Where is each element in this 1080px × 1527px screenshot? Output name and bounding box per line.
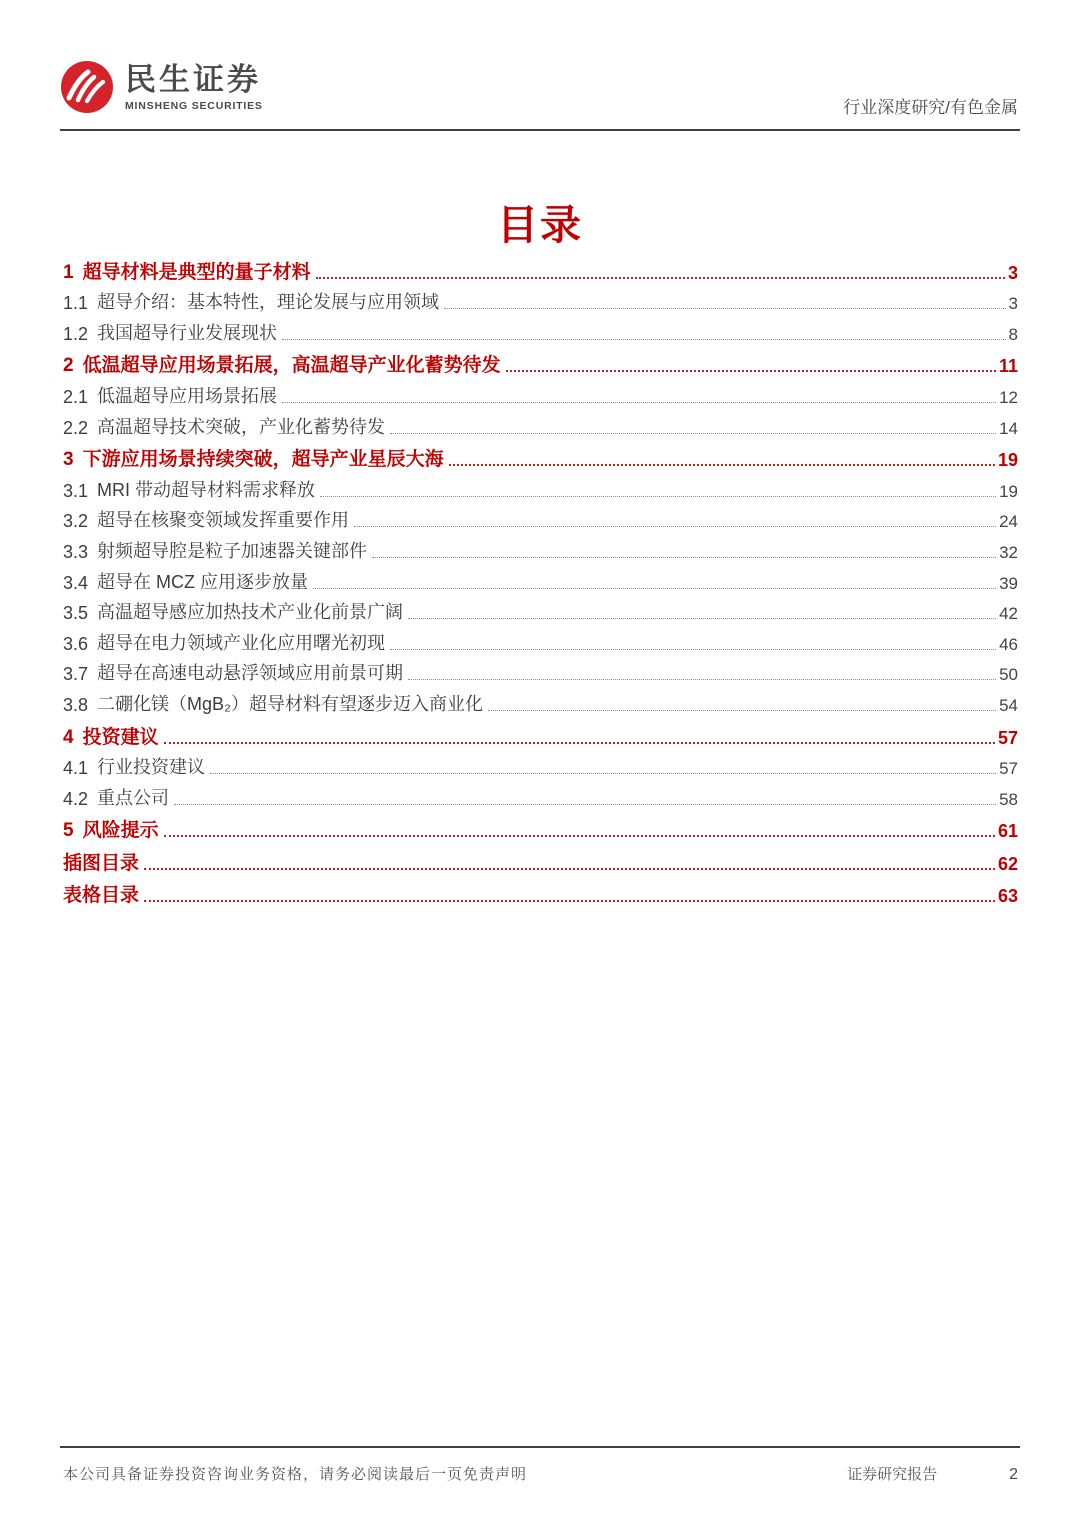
toc-dot-leader	[506, 370, 996, 372]
toc-dot-leader	[164, 742, 995, 744]
toc-entry[interactable]	[63, 411, 1018, 442]
toc-entry-title: MRI 带动超导材料需求释放	[97, 479, 316, 500]
toc-entry-number: 2	[63, 355, 74, 377]
footer-divider	[60, 1446, 1020, 1448]
toc-entry[interactable]	[63, 566, 1018, 597]
toc-entry[interactable]	[63, 444, 1018, 475]
toc-entry[interactable]	[63, 287, 1018, 318]
toc-entry-title: 高温超导感应加热技术产业化前景广阔	[97, 602, 404, 623]
toc-dot-leader	[282, 339, 1006, 340]
toc-entry-number: 2.1	[63, 386, 89, 407]
toc-entry-number: 3.2	[63, 511, 89, 532]
toc-entry[interactable]	[63, 752, 1018, 783]
toc-dot-leader	[488, 710, 996, 711]
toc-page-number: 50	[999, 665, 1018, 685]
toc-entry-title: 插图目录	[63, 852, 140, 874]
toc-page-number: 58	[999, 789, 1018, 809]
page-title: 目录	[497, 202, 583, 248]
toc-entry[interactable]	[63, 880, 1018, 911]
toc-entry-title: 表格目录	[63, 885, 140, 907]
toc-page-number: 63	[997, 886, 1018, 907]
toc-page-number: 46	[999, 634, 1018, 654]
toc-entry-title: 高温超导技术突破，产业化蓄势待发	[97, 416, 386, 437]
toc-page-number: 57	[997, 727, 1018, 748]
toc-page-number: 62	[997, 853, 1018, 874]
toc-entry[interactable]	[63, 847, 1018, 878]
toc-entry-number: 4	[63, 726, 74, 748]
toc-dot-leader	[444, 308, 1006, 309]
toc-list	[63, 256, 1018, 910]
toc-entry[interactable]	[63, 380, 1018, 411]
toc-page-number: 8	[1008, 324, 1018, 344]
toc-entry-number: 4.1	[63, 758, 89, 779]
toc-entry-title: 二硼化镁（MgB₂）超导材料有望逐步迈入商业化	[97, 693, 484, 714]
brand-name-en: MINSHENG SECURITIES	[125, 100, 263, 113]
toc-entry-number: 4.2	[63, 788, 89, 809]
toc-entry[interactable]	[63, 474, 1018, 505]
toc-entry-title: 低温超导应用场景拓展，高温超导产业化蓄势待发	[82, 355, 501, 377]
toc-page-number: 61	[997, 821, 1018, 842]
toc-page-number: 11	[998, 356, 1018, 377]
toc-page-number: 12	[999, 387, 1018, 407]
toc-page-number: 54	[999, 695, 1018, 715]
toc-entry[interactable]	[63, 350, 1018, 381]
toc-dot-leader	[354, 526, 996, 527]
toc-entry-number: 5	[63, 820, 74, 842]
report-category-label: 行业深度研究/有色金属	[843, 98, 1018, 117]
footer-report-type: 证券研究报告	[847, 1466, 938, 1483]
toc-entry-title: 超导在电力领域产业化应用曙光初现	[97, 632, 386, 653]
toc-entry-title: 超导材料是典型的量子材料	[82, 261, 311, 283]
toc-page-number: 32	[999, 542, 1018, 562]
toc-entry-title: 下游应用场景持续突破，超导产业星辰大海	[82, 449, 444, 471]
toc-entry[interactable]	[63, 658, 1018, 689]
toc-dot-leader	[390, 433, 996, 434]
toc-entry-number: 3.5	[63, 603, 89, 624]
toc-page-number: 3	[1007, 262, 1018, 283]
toc-entry-title: 风险提示	[82, 820, 159, 842]
toc-entry-title: 超导介绍：基本特性，理论发展与应用领域	[97, 292, 440, 313]
toc-dot-leader	[282, 402, 996, 403]
toc-entry-number: 3.6	[63, 633, 89, 654]
toc-entry-number: 2.2	[63, 417, 89, 438]
toc-entry-number: 3.1	[63, 480, 89, 501]
toc-dot-leader	[408, 618, 996, 619]
toc-entry-number: 3	[63, 449, 74, 471]
toc-entry[interactable]	[63, 815, 1018, 846]
toc-page-number: 39	[999, 573, 1018, 593]
toc-entry-number: 3.7	[63, 664, 89, 685]
toc-dot-leader	[316, 277, 1005, 279]
toc-page-number: 14	[999, 418, 1018, 438]
toc-page-number: 19	[999, 481, 1018, 501]
toc-dot-leader	[408, 679, 996, 680]
toc-entry-number: 1.2	[63, 323, 89, 344]
toc-dot-leader	[174, 804, 996, 805]
toc-dot-leader	[313, 588, 996, 589]
toc-dot-leader	[210, 773, 996, 774]
toc-entry-number: 3.3	[63, 541, 89, 562]
company-logo	[60, 60, 263, 114]
toc-entry-number: 3.8	[63, 694, 89, 715]
toc-entry[interactable]	[63, 627, 1018, 658]
toc-entry-title: 射频超导腔是粒子加速器关键部件	[97, 540, 368, 561]
toc-entry-number: 1	[63, 261, 74, 283]
toc-page-number: 19	[997, 450, 1018, 471]
toc-entry[interactable]	[63, 688, 1018, 719]
toc-entry[interactable]	[63, 505, 1018, 536]
toc-entry-title: 低温超导应用场景拓展	[97, 385, 278, 406]
footer-page-number: 2	[1009, 1466, 1018, 1483]
header-divider	[60, 129, 1020, 131]
toc-entry[interactable]	[63, 721, 1018, 752]
toc-entry-number: 1.1	[63, 293, 89, 314]
toc-entry[interactable]	[63, 535, 1018, 566]
toc-dot-leader	[164, 835, 995, 837]
toc-page-number: 42	[999, 604, 1018, 624]
toc-page-number: 24	[999, 512, 1018, 532]
footer-disclaimer: 本公司具备证券投资咨询业务资格，请务必阅读最后一页免责声明	[63, 1466, 528, 1483]
toc-entry-title: 我国超导行业发展现状	[97, 322, 278, 343]
toc-entry[interactable]	[63, 782, 1018, 813]
brand-name-cn: 民生证券	[125, 62, 261, 97]
toc-entry-title: 超导在高速电动悬浮领域应用前景可期	[97, 663, 404, 684]
toc-page-number: 3	[1008, 294, 1018, 314]
toc-dot-leader	[372, 557, 996, 558]
toc-entry-title: 超导在 MCZ 应用逐步放量	[97, 571, 309, 592]
logo-text	[125, 60, 263, 112]
toc-entry[interactable]	[63, 597, 1018, 628]
toc-entry-number: 3.4	[63, 572, 89, 593]
toc-page-number: 57	[999, 759, 1018, 779]
toc-entry-title: 超导在核聚变领域发挥重要作用	[97, 510, 350, 531]
minsheng-logo-icon	[60, 60, 114, 114]
toc-dot-leader	[449, 464, 995, 466]
toc-entry[interactable]	[63, 317, 1018, 348]
toc-dot-leader	[144, 868, 995, 870]
toc-dot-leader	[320, 496, 996, 497]
toc-entry-title: 投资建议	[82, 726, 159, 748]
toc-dot-leader	[390, 649, 996, 650]
toc-entry-title: 行业投资建议	[97, 757, 206, 778]
footer-right	[847, 1463, 1018, 1484]
toc-dot-leader	[144, 900, 995, 902]
toc-entry[interactable]	[63, 256, 1018, 287]
toc-entry-title: 重点公司	[97, 787, 170, 808]
